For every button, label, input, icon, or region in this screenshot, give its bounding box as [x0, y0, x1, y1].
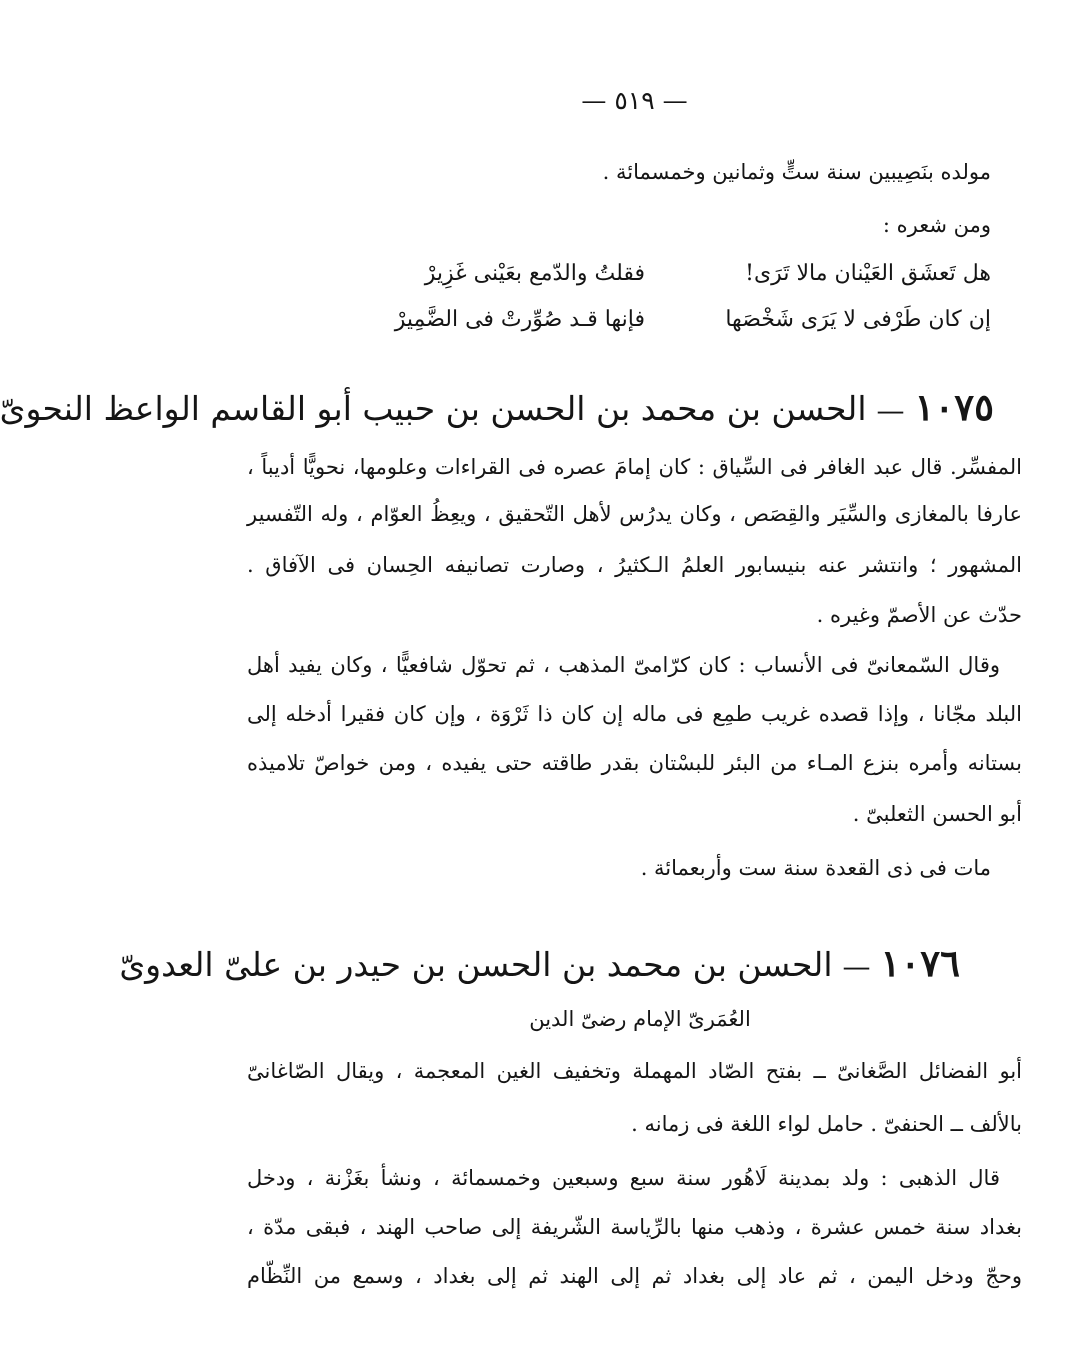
paragraph-line: بالألف ــ الحنفىّ . حامل لواء اللغة فى زمانه .	[631, 1112, 1022, 1136]
entry-number: ١٠٧٥	[914, 385, 994, 429]
paragraph-line: أبو الفضائل الصَّغانىّ ــ بفتح الصّاد المهملة وتخفيف الغين المعجمة ، ويقال الصّاغانىّ	[247, 1059, 1022, 1083]
paragraph-line: بستانه وأمره بنزع المـاء من البئر للبسْتان بقدر طاقته حتى يفيده ، ومن خواصّ تلاميذه	[247, 751, 1022, 775]
entry-heading	[119, 939, 960, 991]
paragraph-line: أبو الحسن الثعلبىّ .	[852, 802, 1022, 826]
paragraph-line: المشهور ؛ وانتشر عنه بنيسابور العلمُ الـكثيرُ ، وصارت تصانيفه الحِسان فى الآفاق .	[247, 553, 1022, 577]
verse-line	[345, 253, 991, 295]
entry-name: الحسن بن محمد بن الحسن بن حبيب أبو القاسم الواعظ النحوىّ	[0, 389, 867, 428]
entry-dash: —	[876, 394, 905, 427]
paragraph-line: وحجّ ودخل اليمن ، ثم عاد إلى بغداد ثم إلى الهند ثم إلى بغداد ، وسمع من النِّظّام	[247, 1264, 1022, 1288]
verse-first-hemistich: إن كان طَرْفى لا يَرَى شَخْصَها	[725, 307, 991, 332]
paragraph-line: البلد مجّانا ، وإذا قصده غريب طمِع فى ماله إن كان ذا ثَرْوَة ، وإن كان فقيرا أدخله إلى	[247, 702, 1022, 726]
entry-number: ١٠٧٦	[880, 941, 960, 985]
paragraph-line: قال الذهبى : ولد بمدينة لَاهُور سنة سبع وسبعين وخمسمائة ، ونشأ بغَزْنة ، ودخل	[247, 1166, 1000, 1190]
verse-line	[345, 299, 991, 341]
verse-first-hemistich: هل تَعشَق العَيْنان مالا تَرَى!	[745, 261, 991, 286]
entry-dash: —	[842, 950, 871, 983]
poetry-intro: ومن شعره :	[882, 213, 991, 237]
page-number: — ٥١٩ —	[581, 86, 688, 115]
paragraph-line: بغداد سنة خمس عشرة ، وذهب منها بالرِّياسة الشّريفة إلى صاحب الهند ، فبقى مدّة ،	[247, 1215, 1022, 1239]
death-line: مات فى ذى القعدة سنة ست وأربعمائة .	[640, 856, 991, 880]
paragraph-line: عارفا بالمغازى والسِّيَر والقِصَص ، وكان يدرُس لأهل التّحقيق ، ويعِظُ العوّام ، وله التّفسير	[247, 502, 1022, 526]
paragraph-line: حدّث عن الأصمّ وغيره .	[816, 603, 1022, 627]
verse-second-hemistich: فإنها قـد صُوِّرتْ فى الضَّمِيرْ	[394, 307, 645, 332]
paragraph-line: وقال السّمعانىّ فى الأنساب : كان كرّامىّ المذهب ، ثم تحوّل شافعيًّا ، وكان يفيد أهل	[247, 653, 1000, 677]
birth-line: مولده بنَصِيبين سنة ستٍّ وثمانين وخمسمائة .	[602, 160, 991, 184]
paragraph-line: المفسِّر. قال عبد الغافر فى السِّياق : كان إمامَ عصره فى القراءات وعلومها، نحويًّا أديباً ،	[247, 455, 1022, 479]
entry-name: الحسن بن محمد بن الحسن بن حيدر بن علىّ العدوىّ	[119, 945, 833, 984]
verse-second-hemistich: فقلتُ والدّمع بعَيْنى غَزِيرْ	[424, 261, 645, 286]
entry-subtitle: العُمَرىّ الإمام رضىّ الدين	[529, 1007, 751, 1031]
entry-heading	[0, 383, 994, 435]
